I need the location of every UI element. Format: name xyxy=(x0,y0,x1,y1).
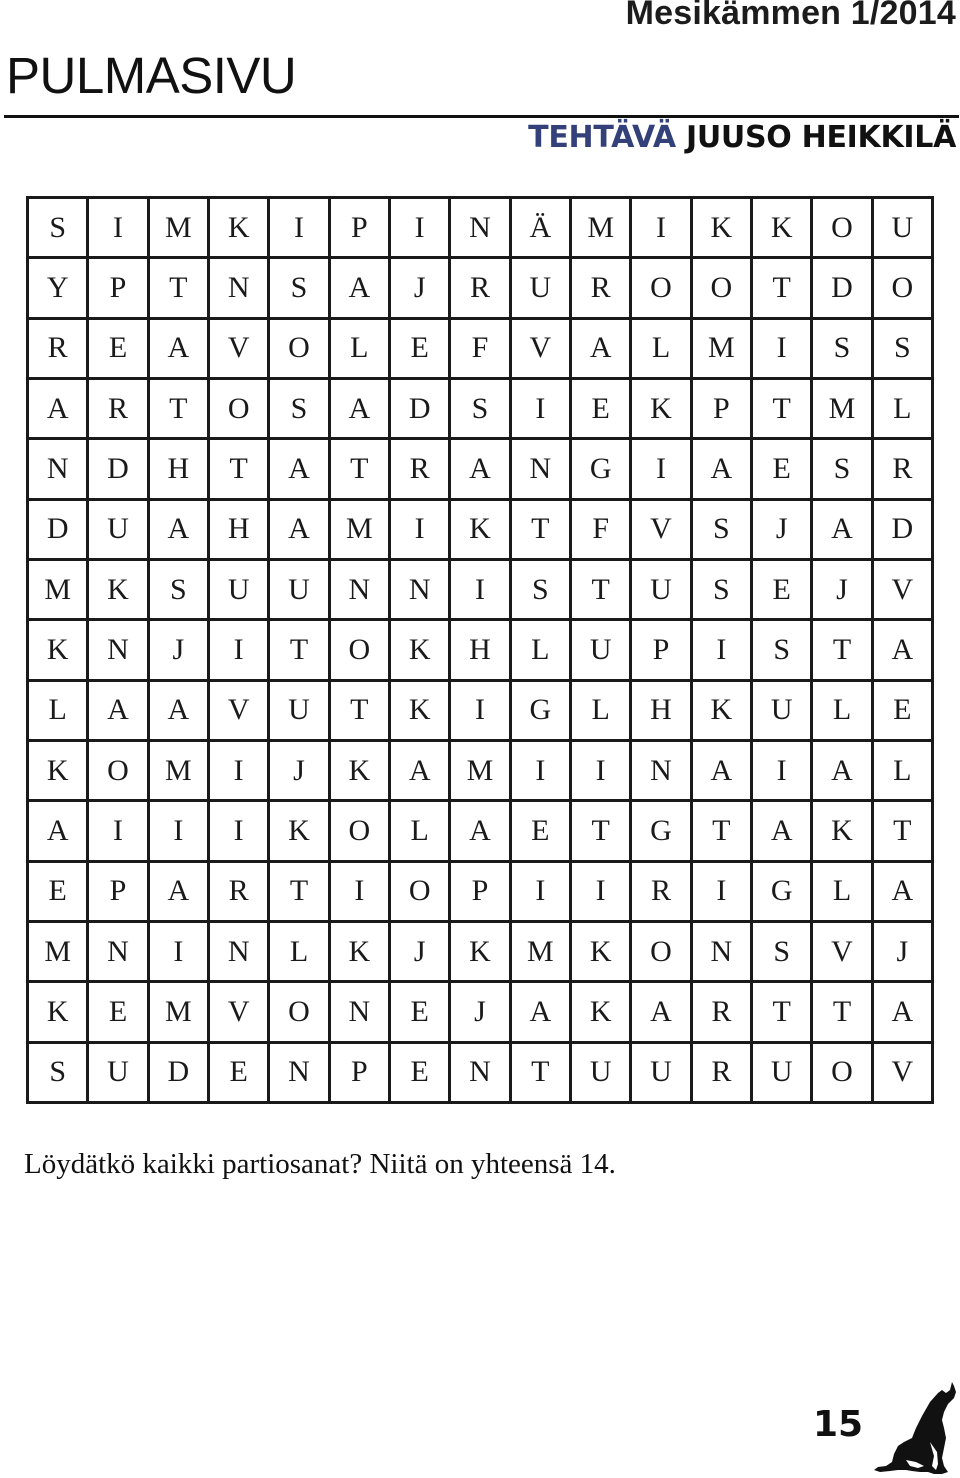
grid-cell: K xyxy=(391,682,451,742)
grid-cell: S xyxy=(874,320,934,380)
grid-cell: I xyxy=(632,440,692,500)
grid-cell: S xyxy=(813,440,873,500)
grid-cell: A xyxy=(331,380,391,440)
grid-cell: R xyxy=(89,380,149,440)
grid-cell: U xyxy=(89,1044,149,1104)
grid-cell: T xyxy=(331,440,391,500)
grid-cell: V xyxy=(512,320,572,380)
grid-cell: O xyxy=(632,923,692,983)
grid-cell: T xyxy=(512,501,572,561)
grid-cell: S xyxy=(29,1044,89,1104)
grid-cell: H xyxy=(210,501,270,561)
grid-cell: S xyxy=(813,320,873,380)
grid-cell: K xyxy=(89,561,149,621)
grid-cell: K xyxy=(572,923,632,983)
grid-cell: S xyxy=(693,561,753,621)
grid-cell: U xyxy=(572,1044,632,1104)
grid-cell: U xyxy=(632,561,692,621)
grid-cell: I xyxy=(451,561,511,621)
grid-cell: S xyxy=(29,199,89,259)
grid-cell: T xyxy=(270,621,330,681)
grid-cell: U xyxy=(632,1044,692,1104)
grid-cell: E xyxy=(29,863,89,923)
grid-cell: K xyxy=(391,621,451,681)
grid-cell: K xyxy=(451,501,511,561)
grid-cell: O xyxy=(270,320,330,380)
grid-cell: L xyxy=(813,863,873,923)
grid-cell: I xyxy=(632,199,692,259)
grid-cell: S xyxy=(512,561,572,621)
grid-cell: L xyxy=(512,621,572,681)
grid-cell: F xyxy=(451,320,511,380)
grid-cell: A xyxy=(813,501,873,561)
grid-cell: H xyxy=(451,621,511,681)
grid-cell: T xyxy=(753,259,813,319)
grid-cell: I xyxy=(572,863,632,923)
grid-cell: O xyxy=(813,199,873,259)
grid-cell: T xyxy=(753,983,813,1043)
grid-cell: A xyxy=(451,802,511,862)
grid-cell: S xyxy=(270,259,330,319)
grid-cell: O xyxy=(874,259,934,319)
grid-cell: U xyxy=(512,259,572,319)
grid-cell: Y xyxy=(29,259,89,319)
grid-cell: N xyxy=(89,923,149,983)
grid-cell: T xyxy=(813,621,873,681)
grid-cell: R xyxy=(210,863,270,923)
grid-cell: J xyxy=(270,742,330,802)
grid-cell: L xyxy=(572,682,632,742)
grid-cell: T xyxy=(753,380,813,440)
grid-cell: P xyxy=(693,380,753,440)
grid-cell: N xyxy=(451,1044,511,1104)
grid-cell: E xyxy=(753,561,813,621)
grid-cell: M xyxy=(813,380,873,440)
grid-cell: T xyxy=(874,802,934,862)
grid-cell: S xyxy=(451,380,511,440)
grid-cell: K xyxy=(210,199,270,259)
grid-cell: J xyxy=(451,983,511,1043)
page-number: 15 xyxy=(813,1404,864,1445)
grid-cell: I xyxy=(753,320,813,380)
grid-cell: O xyxy=(270,983,330,1043)
grid-cell: Ä xyxy=(512,199,572,259)
grid-cell: L xyxy=(813,682,873,742)
grid-cell: A xyxy=(29,802,89,862)
grid-cell: P xyxy=(331,199,391,259)
grid-cell: O xyxy=(89,742,149,802)
grid-cell: R xyxy=(632,863,692,923)
grid-cell: A xyxy=(150,863,210,923)
grid-cell: I xyxy=(572,742,632,802)
grid-cell: V xyxy=(874,1044,934,1104)
grid-cell: U xyxy=(270,561,330,621)
grid-cell: E xyxy=(512,802,572,862)
grid-cell: E xyxy=(391,320,451,380)
grid-cell: T xyxy=(572,802,632,862)
grid-cell: I xyxy=(210,802,270,862)
grid-cell: M xyxy=(29,561,89,621)
grid-cell: D xyxy=(874,501,934,561)
grid-cell: D xyxy=(89,440,149,500)
grid-cell: T xyxy=(512,1044,572,1104)
grid-cell: U xyxy=(572,621,632,681)
grid-cell: M xyxy=(572,199,632,259)
grid-cell: A xyxy=(693,440,753,500)
grid-cell: O xyxy=(632,259,692,319)
grid-cell: L xyxy=(29,682,89,742)
grid-cell: A xyxy=(813,742,873,802)
grid-cell: K xyxy=(632,380,692,440)
byline xyxy=(528,120,956,155)
howling-wolf-icon xyxy=(872,1380,958,1476)
grid-cell: I xyxy=(512,380,572,440)
grid-cell: S xyxy=(270,380,330,440)
grid-cell: T xyxy=(150,380,210,440)
grid-cell: I xyxy=(693,621,753,681)
grid-cell: M xyxy=(150,983,210,1043)
grid-cell: P xyxy=(331,1044,391,1104)
grid-cell: I xyxy=(89,802,149,862)
grid-cell: E xyxy=(391,1044,451,1104)
grid-cell: N xyxy=(331,561,391,621)
grid-cell: M xyxy=(693,320,753,380)
grid-cell: A xyxy=(331,259,391,319)
grid-cell: A xyxy=(451,440,511,500)
grid-cell: A xyxy=(270,440,330,500)
grid-cell: L xyxy=(632,320,692,380)
grid-cell: U xyxy=(89,501,149,561)
grid-cell: A xyxy=(512,983,572,1043)
grid-cell: N xyxy=(210,259,270,319)
grid-cell: P xyxy=(89,259,149,319)
grid-cell: J xyxy=(753,501,813,561)
grid-cell: K xyxy=(693,199,753,259)
grid-cell: J xyxy=(150,621,210,681)
grid-cell: I xyxy=(391,199,451,259)
grid-cell: N xyxy=(693,923,753,983)
grid-cell: M xyxy=(150,199,210,259)
grid-cell: P xyxy=(632,621,692,681)
grid-cell: T xyxy=(572,561,632,621)
grid-cell: A xyxy=(270,501,330,561)
grid-cell: A xyxy=(753,802,813,862)
grid-cell: I xyxy=(89,199,149,259)
grid-cell: J xyxy=(391,259,451,319)
grid-cell: K xyxy=(451,923,511,983)
grid-cell: S xyxy=(753,621,813,681)
grid-cell: A xyxy=(150,682,210,742)
grid-cell: K xyxy=(270,802,330,862)
grid-cell: I xyxy=(150,802,210,862)
grid-cell: T xyxy=(331,682,391,742)
grid-cell: A xyxy=(874,983,934,1043)
grid-cell: S xyxy=(753,923,813,983)
grid-cell: O xyxy=(331,802,391,862)
grid-cell: A xyxy=(150,501,210,561)
grid-cell: I xyxy=(753,742,813,802)
grid-cell: A xyxy=(29,380,89,440)
grid-cell: M xyxy=(451,742,511,802)
grid-cell: K xyxy=(29,983,89,1043)
header-divider xyxy=(4,115,959,118)
grid-cell: P xyxy=(89,863,149,923)
grid-cell: O xyxy=(210,380,270,440)
word-search-grid xyxy=(26,196,934,1104)
grid-cell: D xyxy=(813,259,873,319)
grid-cell: S xyxy=(693,501,753,561)
grid-cell: U xyxy=(270,682,330,742)
grid-cell: E xyxy=(89,320,149,380)
grid-cell: H xyxy=(632,682,692,742)
grid-cell: O xyxy=(693,259,753,319)
byline-author: JUUSO HEIKKILÄ xyxy=(686,120,956,155)
grid-cell: D xyxy=(29,501,89,561)
grid-cell: L xyxy=(874,380,934,440)
grid-cell: T xyxy=(150,259,210,319)
grid-cell: J xyxy=(874,923,934,983)
grid-cell: I xyxy=(210,621,270,681)
grid-cell: N xyxy=(391,561,451,621)
grid-cell: M xyxy=(150,742,210,802)
grid-cell: U xyxy=(753,1044,813,1104)
grid-cell: I xyxy=(693,863,753,923)
grid-cell: E xyxy=(572,380,632,440)
grid-cell: P xyxy=(451,863,511,923)
grid-cell: R xyxy=(29,320,89,380)
grid-cell: L xyxy=(270,923,330,983)
grid-cell: R xyxy=(572,259,632,319)
grid-cell: K xyxy=(331,742,391,802)
grid-cell: I xyxy=(331,863,391,923)
grid-cell: N xyxy=(29,440,89,500)
magazine-issue: Mesikämmen 1/2014 xyxy=(625,0,956,32)
grid-cell: E xyxy=(874,682,934,742)
byline-kind: TEHTÄVÄ xyxy=(528,120,676,155)
grid-cell: I xyxy=(512,863,572,923)
grid-cell: I xyxy=(451,682,511,742)
grid-cell: L xyxy=(391,802,451,862)
grid-cell: K xyxy=(753,199,813,259)
grid-cell: K xyxy=(29,742,89,802)
grid-cell: D xyxy=(150,1044,210,1104)
page-title: PULMASIVU xyxy=(6,47,297,104)
grid-cell: V xyxy=(874,561,934,621)
grid-cell: L xyxy=(874,742,934,802)
grid-cell: H xyxy=(150,440,210,500)
grid-cell: V xyxy=(632,501,692,561)
grid-cell: R xyxy=(693,983,753,1043)
grid-cell: A xyxy=(572,320,632,380)
grid-cell: T xyxy=(813,983,873,1043)
grid-cell: N xyxy=(210,923,270,983)
grid-cell: K xyxy=(572,983,632,1043)
grid-cell: A xyxy=(89,682,149,742)
grid-cell: A xyxy=(693,742,753,802)
grid-cell: N xyxy=(451,199,511,259)
grid-cell: N xyxy=(632,742,692,802)
grid-cell: R xyxy=(391,440,451,500)
grid-cell: N xyxy=(89,621,149,681)
grid-cell: J xyxy=(391,923,451,983)
puzzle-question: Löydätkö kaikki partiosanat? Niitä on yhteensä 14. xyxy=(24,1148,616,1180)
grid-cell: G xyxy=(512,682,572,742)
grid-cell: V xyxy=(210,983,270,1043)
grid-cell: G xyxy=(632,802,692,862)
grid-cell: F xyxy=(572,501,632,561)
grid-cell: G xyxy=(572,440,632,500)
grid-cell: K xyxy=(813,802,873,862)
grid-cell: L xyxy=(331,320,391,380)
grid-cell: O xyxy=(391,863,451,923)
grid-cell: U xyxy=(874,199,934,259)
grid-cell: E xyxy=(391,983,451,1043)
grid-cell: I xyxy=(150,923,210,983)
grid-cell: V xyxy=(813,923,873,983)
grid-cell: K xyxy=(29,621,89,681)
grid-cell: M xyxy=(512,923,572,983)
grid-cell: U xyxy=(753,682,813,742)
grid-cell: I xyxy=(210,742,270,802)
grid-cell: O xyxy=(331,621,391,681)
grid-cell: J xyxy=(813,561,873,621)
grid-cell: E xyxy=(210,1044,270,1104)
grid-cell: R xyxy=(693,1044,753,1104)
grid-cell: R xyxy=(451,259,511,319)
grid-cell: A xyxy=(874,621,934,681)
grid-cell: A xyxy=(391,742,451,802)
grid-cell: I xyxy=(512,742,572,802)
grid-cell: A xyxy=(874,863,934,923)
grid-cell: M xyxy=(331,501,391,561)
grid-cell: A xyxy=(632,983,692,1043)
grid-cell: N xyxy=(512,440,572,500)
grid-cell: N xyxy=(270,1044,330,1104)
grid-cell: I xyxy=(270,199,330,259)
grid-cell: A xyxy=(150,320,210,380)
grid-cell: T xyxy=(693,802,753,862)
grid-cell: T xyxy=(270,863,330,923)
grid-cell: K xyxy=(693,682,753,742)
grid-cell: R xyxy=(874,440,934,500)
grid-cell: V xyxy=(210,682,270,742)
grid-cell: K xyxy=(331,923,391,983)
grid-cell: U xyxy=(210,561,270,621)
grid-cell: S xyxy=(150,561,210,621)
grid-cell: T xyxy=(210,440,270,500)
grid-cell: E xyxy=(753,440,813,500)
grid-cell: G xyxy=(753,863,813,923)
grid-cell: E xyxy=(89,983,149,1043)
grid-cell: M xyxy=(29,923,89,983)
grid-cell: D xyxy=(391,380,451,440)
grid-cell: V xyxy=(210,320,270,380)
grid-cell: I xyxy=(391,501,451,561)
grid-cell: O xyxy=(813,1044,873,1104)
grid-cell: N xyxy=(331,983,391,1043)
